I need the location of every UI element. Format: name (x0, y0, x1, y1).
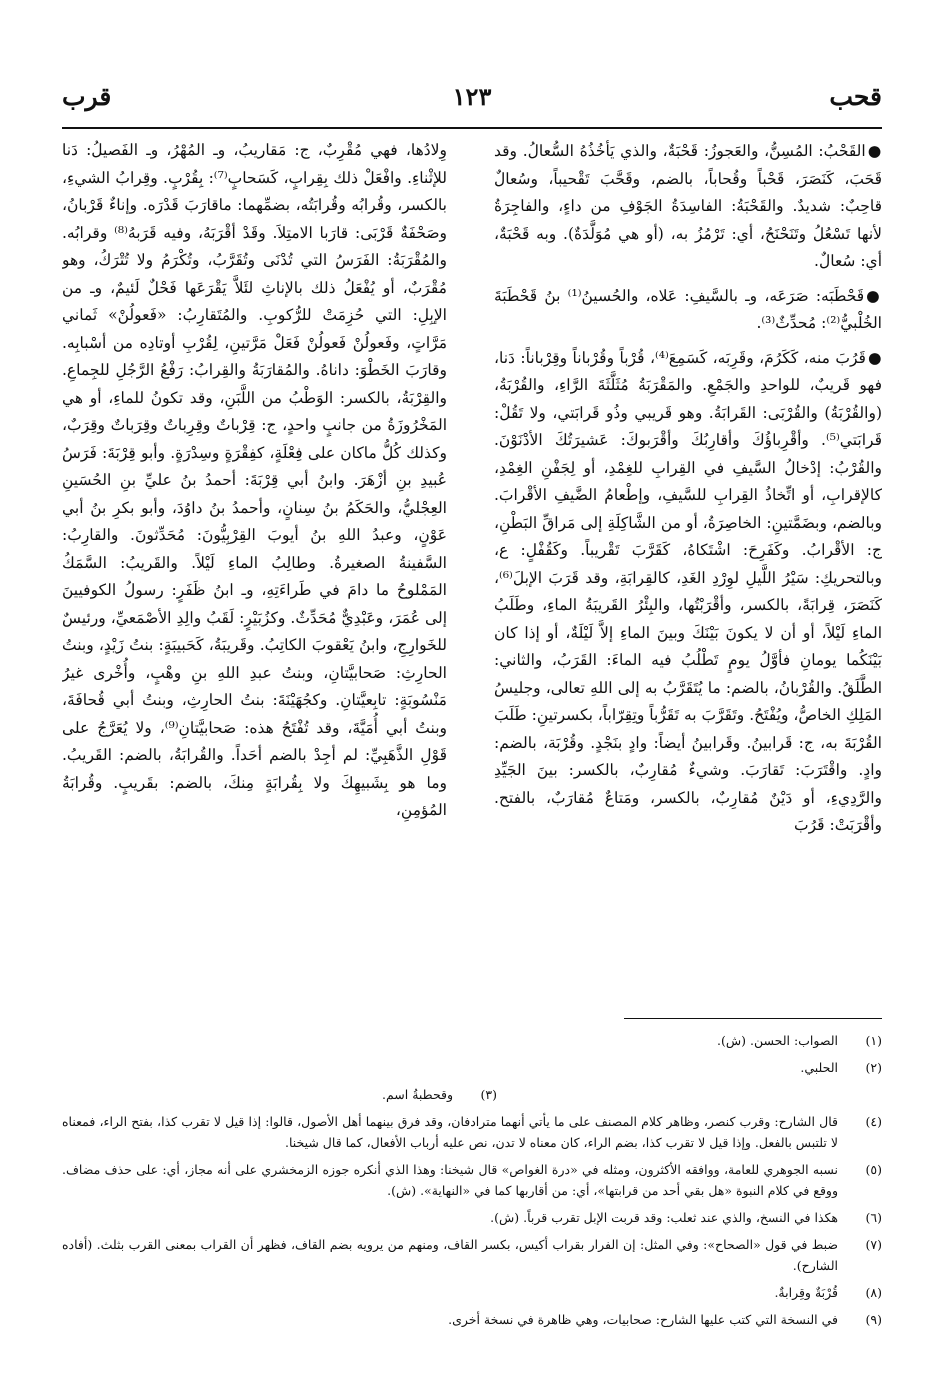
footnotes (62, 1030, 882, 1336)
header-rule (62, 127, 882, 129)
entry-qahtab (494, 282, 882, 338)
footnote-number: (٢) (865, 1060, 882, 1075)
footnote-text: في النسخة التي كتب عليها الشارح: صحابيات، وهي ظاهرة في نسخة أخرى. (448, 1312, 838, 1327)
footnote-number: (٧) (865, 1237, 882, 1252)
entry-bullet-icon: ● (867, 141, 882, 160)
footnote (62, 1282, 882, 1303)
entry-qahb (494, 137, 882, 276)
page-header (62, 82, 882, 126)
footnote-text: نسبه الجوهري للعامة، ووافقه الأكثرون، ومثله في «درة الغواص» قال شيخنا: وهذا الذي أنكره جوزه الزمخشري على أنه مجاز، أي: على حذف مضاف. ووقع في كلام النبوة «هل بقي أحد من قرابتها»، أي: من أقاربها كما في «النهاية». (ش). (62, 1162, 838, 1198)
footnote-text: هكذا في النسخ، والذي عند ثعلب: وقد قربت الإبل تقرب قرباً. (ش). (490, 1210, 838, 1225)
footnote-text: قال الشارح: وقرب كنصر، وظاهر كلام المصنف على ما يأتي أنهما مترادفان، وقد فرق بينهما أهل الأصول، قالوا: إذا قيل لا تقرب كذا، بفتح الراء، فمعناه لا تلتبس بالفعل. وإذا قيل لا تقرب كذا، بضم الراء، كان معناه لا تدن، نص عليه أرباب الأفعال، كما قال شيخنا. (62, 1114, 838, 1150)
footnote-number: (٦) (865, 1210, 882, 1225)
footnote-number: (٥) (865, 1162, 882, 1177)
footnote-text: ضبط في قول «الصحاح»: وفي المثل: إن الفرار بقراب أكيس، بكسر القاف، ومنهم من يرويه بضم القاف، فظهر أن القراب بمعنى القرب بثلث. (أفاده الشارح). (62, 1237, 838, 1273)
left-column-text: وِلادُها، فهي مُقْرِبٌ، ج: مَقاريبُ، وـ المُهْرُ، وـ الفَصيلُ: دَنا للإثْناءِ. وافْعَلْ ذلك بِقِرابٍ، كَسَحابٍ⁽⁷⁾: بِقُرْبٍ. وقِرابُ الشيءِ، بالكسر، وقُرابُه وقُرابَتُه، بضمِّهما: ماقارَبَ قَدْرَه. وإناءٌ قَرْبانُ، وصَحْفَةٌ قَرْبَى: قارَبا الامتِلاَ. وقَدْ أقْرَبَهُ، وفيه قَرَبهُ⁽⁸⁾ وقرابُه. والمُقْرَبَةُ: الفَرَسُ التي تُدْنَى وتُقَرَّبُ، وتُكْرَمُ ولا تُتْرَكُ، وهو مُقْرَبٌ، أو يُفْعَلُ ذلك بالإناثِ لئَلاَّ يَقْرَعَها فَحْلٌ لَئيمٌ، وـ من الإبِلِ: التي حُزِمَتْ للرُّكوبِ. والمُتَقارِبُ: «فَعولُنْ» ثَماني مَرَّاتٍ، وفَعولُنْ فَعولُنْ فَعَلْ مَرَّتينِ، لِقُرْبِ أوتادِه من أسْبابِه. وقارَبَ الخَطْوَ: داناهُ. والمُقارَبَةُ والقِرابُ: رَفْعُ الرَّجُلِ للجِماعِ. والقِرْبَةُ، بالكسر: الوَطْبُ من اللَّبَنِ، وقد تكونُ للماءِ، أو هي المَخْرُوزَةُ من جانبٍ واحدٍ، ج: قِرْباتٌ وقِرِباتٌ وقِرَباتٌ وقِرَبٌ، وكذلك كُلُّ ماكان على فِعْلَةٍ، كفِقْرَةٍ وسِدْرَةٍ. وأبو قِرْبَةَ: فَرَسُ عُبيدِ بنِ أزْهَرَ. وابنُ أبي قِرْبَةَ: أحمدُ بنُ عليِّ بنِ الحُسَينِ العِجْليُّ، والحَكَمُ بنُ سِنانٍ، وأحمدُ بنُ داوُدَ، وأبو بكرِ بنُ أبي عَوْنٍ، وعبدُ اللهِ بنُ أيوبَ القِرْبِيُّونَ: مُحَدِّثونَ. والقارِبُ: السَّفينةُ الصغيرةُ. وطالِبُ الماءِ لَيْلاً. والقَريبُ: السَّمَكُ المَمْلوحُ ما دامَ في طَراءَتِهِ، وـ ابنُ ظَفَرٍ: رسولُ الكوفيينَ إلى عُمَرَ، وعَبْدِيٌّ مُحَدِّثٌ. وكزُبَيْرٍ: لَقَبُ والِدِ الأصْمَعيِّ، ورئيسٌ للخَوارِجِ، وابنُ يَعْقوبَ الكاتِبُ. وقَريبَةُ، كَحَبيبَةٍ: بنتُ زَيْدٍ، وبنتُ الحارِثِ: صَحابيَّتانِ، وبنتُ عبدِ اللهِ بنِ وهْبٍ، وأُخْرى غيرُ مَنْسُوبَةٍ: تابِعيَّتانِ. وكجُهَيْنَةَ: بنتُ الحارِثِ، وبنتُ أبي قُحافَةَ، وبنتُ أبي أُمَيَّةَ، وقد تُفْتَحُ هذه: صَحابيَّتانِ⁽⁹⁾، ولا يُعَرَّجُ على قَوْلِ الذَّهَبِيِّ: لم أجِدْ بالضم أحَداً. والقُرابَةُ، بالضم: القَريبُ. وما هو بِشَبيهِكَ ولا بِقُرابَةٍ مِنكَ، بالضم: بقَريبٍ. وقُرابَةُ المُؤمِنِ، (62, 141, 447, 819)
footnote-rule (624, 1018, 882, 1019)
footnote-number: (٤) (865, 1114, 882, 1129)
footnote (62, 1030, 882, 1051)
footnote-text: قُرْبَةٌ وقِرابةٌ. (774, 1285, 838, 1300)
left-column (62, 137, 447, 982)
entry-qahb-text: القَحْبُ: المُسِنُّ، والعَجوزُ: قَحْبَةٌ، والذي يَأخُذُهُ السُّعالُ. وقد قَحَبَ، كَنَصَرَ، قَحْباً وقُحاباً، بالضم، وقَحَّبَ تَقْحيباً، وسُعالٌ قاحِبٌ: شديدٌ. والقَحْبَةُ: الفاسِدَةُ الجَوْفِ من داءٍ، والفاجِرَةُ لأنها تَسْعُلُ وتَنَحْنَحُ، أي: تَرْمُزُ به، (أو هي مُوَلَّدَةٌ). وبه قَحْبَةٌ، أي: سُعالٌ. (494, 142, 882, 270)
footnote-number: (١) (865, 1033, 882, 1048)
footnote-row (62, 1057, 882, 1078)
footnote-number: (٩) (865, 1312, 882, 1327)
entry-bullet-icon: ● (866, 285, 882, 305)
page-number: ١٢٣ (452, 82, 492, 111)
footnote (800, 1057, 882, 1078)
footnote (62, 1159, 882, 1201)
footnote (62, 1207, 882, 1228)
entry-qahtab-text: قَحْطَبَه: صَرَعَه، وـ بالسَّيفِ: عَلاه، والحُسينُ⁽¹⁾ بنُ قَحْطَبَةَ الخُلْبيُّ⁽²⁾: مُحدِّثٌ⁽³⁾. (494, 286, 882, 332)
header-right-word: قحب (829, 82, 882, 111)
footnote-row (62, 1084, 882, 1105)
entry-bullet-icon: ● (867, 347, 882, 367)
footnote-text: الحلبي. (800, 1060, 838, 1075)
footnote-number: (٨) (865, 1285, 882, 1300)
footnote-text: وقحطبةُ اسم. (382, 1087, 454, 1102)
footnote (62, 1234, 882, 1276)
footnote-number: (٣) (480, 1087, 498, 1102)
footnote (382, 1084, 497, 1105)
header-left-word: قرب (62, 82, 112, 111)
right-column (494, 137, 882, 982)
footnote (62, 1111, 882, 1153)
entry-qarub (494, 344, 882, 840)
footnote-text: الصواب: الحسن. (ش). (717, 1033, 838, 1048)
entry-qarub-text: قَرُبَ منه، كَكَرُمَ، وقَرِبَه، كَسَمِعَ⁽⁴⁾، قُرْباً وقُرْباناً وقِرْباناً: دَنا، فهو قَريبٌ، للواحدِ والجَمْعِ. والمَقْرَبَةُ مُثَلَّثَةَ الرَّاءِ، والقُرْبَةُ، (والقُرْبَةُ) والقُرْبَى: القَرابَةُ. وهو قَريبي وذُو قَرابَتي، ولا تَقُلْ: قَرابَتي⁽⁵⁾. وأقْرِباؤُكَ وأقارِبُكَ وأقْرَبوكَ: عَشيرَتُكَ الأدْنَوْنَ. والقُرْبُ: إدْخالُ السَّيفِ في القِرابِ للغِمْدِ، أو لِجَفْنِ الغِمْدِ، كالإقرابِ، أو اتِّخاذُ القِرابِ للسَّيفِ، وإطْعامُ الضَّيفِ الأقْرابَ. وبالضم، وبضَمَّتينِ: الخاصِرَةُ، أو من الشَّاكِلَةِ إلى مَراقِّ البَطْنِ، ج: الأقْرابُ. وكَفَرِحَ: اشْتَكاهُ، كَقَرَّبَ تَقْريباً. وكَقُفْلٍ: ع، وبالتحريكِ: سَيْرُ اللَّيلِ لوِرْدِ الغَدِ، كالقِرابَةِ، وقد قَرَبَ الإبلَ⁽⁶⁾، كَنَصَرَ، قِرابَةً، بالكسر، وأقْرَبْتُها، والبِئْرُ القَريبَةُ الماءِ، وطَلَبُ الماءِ لَيْلاً، أو أن لا يكونَ بَيْنَكَ وبينَ الماءِ إلاَّ لَيْلَةٌ، أو إذا كان بَيْنَكُما يومانِ فأوَّلُ يومٍ تَطْلُبُ فيه الماءَ: القَرَبُ، والثاني: الطَّلَقُ. والقُرْبانُ، بالضم: ما يُتَقَرَّبُ به إلى اللهِ تعالى، وجليسُ المَلِكِ الخاصُّ، ويُفْتَحُ. وتَقَرَّبَ به تَقَرُّباً وتِقِرّاباً، بكسرتينِ: طَلَبَ القُرْبَةَ به، ج: قَرابينُ. وقَرابينُ أيضاً: وادٍ بنَجْدٍ. وقُرْبَة، بالضم: وادٍ. واقْتَرَبَ: تَقارَبَ. وشيءٌ مُقارِبٌ، بالكسر: بينَ الجَيِّدِ والرَّدِيءِ، أو دَيْنٌ مُقارِبٌ، بالكسر، ومَتاعٌ مُقارَبٌ، بالفتح. وأقْرَبَتْ: قَرُبَ (494, 348, 882, 834)
footnote (62, 1309, 882, 1330)
